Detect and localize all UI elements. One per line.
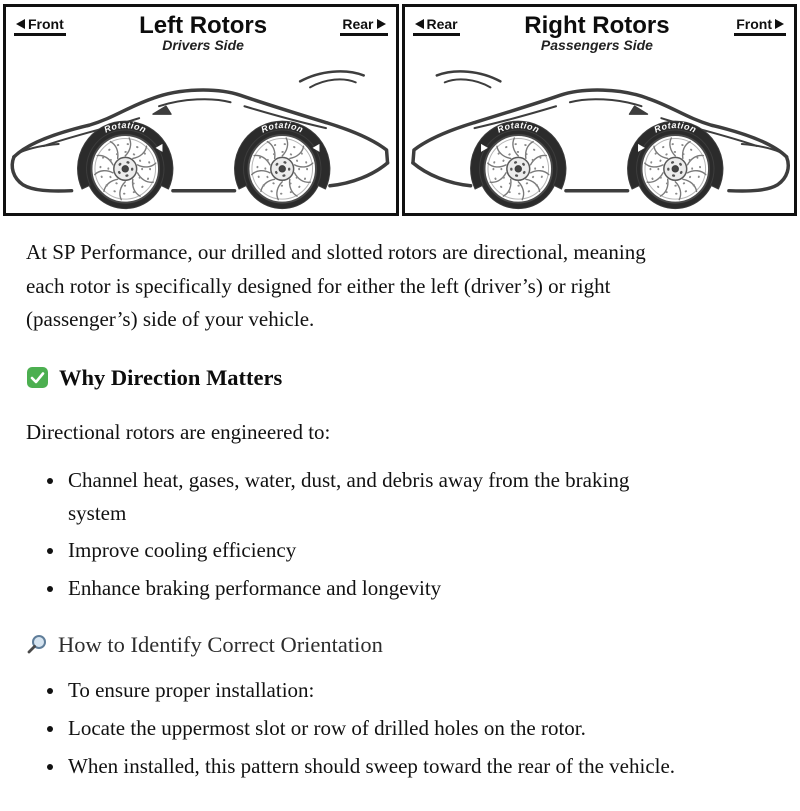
rotation-label-front: Rotation (102, 119, 149, 135)
car-illustration-left (6, 55, 396, 213)
diagram-panel-left (3, 4, 399, 216)
list-item: • Locate the uppermost slot or row of drilled holes on the rotor. (66, 712, 686, 745)
panel-left-header (6, 7, 396, 53)
diagram-panel-right (402, 4, 798, 216)
list-item: • When installed, this pattern should sweep toward the rear of the vehicle. (66, 750, 686, 783)
list-item: • Channel heat, gases, water, dust, and debris away from the braking system (66, 464, 686, 529)
list-item: • Enhance braking performance and longevity (66, 572, 686, 605)
front-direction-label (14, 16, 66, 36)
rear-label-text: Rear (426, 16, 458, 32)
rear-direction-label (340, 16, 387, 36)
check-icon (26, 366, 49, 389)
front-label-text: Front (28, 16, 64, 32)
panel-right-title-block (460, 13, 735, 53)
rear-label-text: Rear (342, 16, 374, 32)
section1-bullet-list (26, 464, 774, 604)
panel-right-title: Right Rotors (524, 12, 670, 39)
section2-bullet-list (26, 674, 774, 782)
panel-left-title-block (66, 13, 341, 53)
section2-heading-text: How to Identify Correct Orientation (58, 632, 383, 658)
list-item: • To ensure proper installation: (66, 674, 686, 707)
arrow-left-icon (415, 19, 424, 29)
intro-paragraph: At SP Performance, our drilled and slotted rotors are directional, meaning each rotor is specifically designed for either the left (driver’s) or right (passenger’s) side of your vehicle. (26, 240, 646, 332)
list-item: • Improve cooling efficiency (66, 534, 686, 567)
rotation-label-rear: Rotation (495, 119, 541, 135)
rotation-label-rear: Rotation (259, 119, 306, 135)
section1-heading-text: Why Direction Matters (59, 364, 283, 390)
front-direction-label (734, 16, 786, 36)
panel-left-title: Left Rotors (139, 12, 268, 39)
section-heading-identify-orientation (26, 632, 774, 658)
section1-lead: Directional rotors are engineered to: (26, 419, 331, 444)
article-body (0, 216, 800, 811)
rear-direction-label (413, 16, 460, 36)
car-illustration-right (405, 55, 795, 213)
arrow-right-icon (377, 19, 386, 29)
panel-right-header (405, 7, 795, 53)
arrow-left-icon (16, 19, 25, 29)
magnifier-icon (26, 634, 48, 656)
section-heading-why-direction-matters (26, 365, 774, 391)
panel-left-subtitle: Drivers Side (162, 37, 244, 54)
front-label-text: Front (736, 16, 772, 32)
rotor-direction-diagram (3, 4, 797, 216)
arrow-right-icon (775, 19, 784, 29)
rotation-label-front: Rotation (652, 119, 698, 135)
panel-right-subtitle: Passengers Side (540, 37, 653, 54)
